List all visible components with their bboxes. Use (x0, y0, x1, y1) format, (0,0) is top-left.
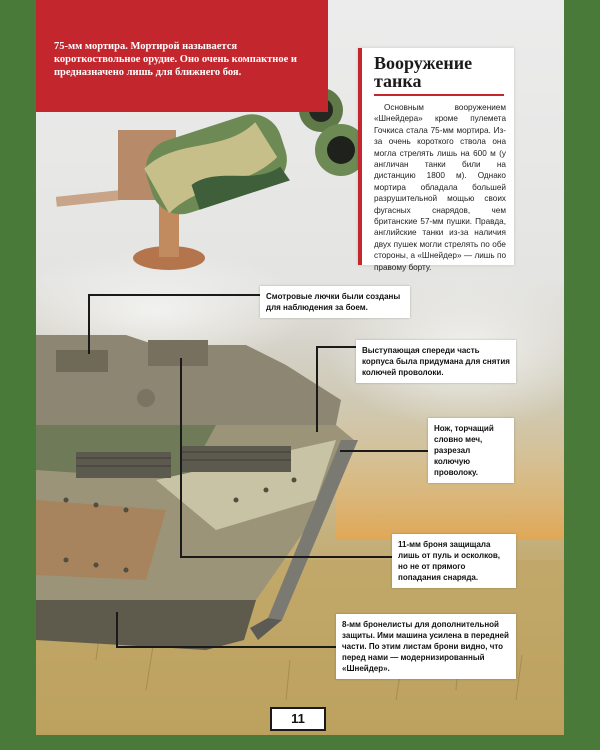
leader-hatches-h (88, 294, 260, 296)
frame-right-bar (564, 0, 600, 750)
leader-armor-h (180, 556, 392, 558)
leader-sheets-h (116, 646, 336, 648)
article-panel (358, 48, 514, 272)
callout-nose: Выступающая спереди часть корпуса была придумана для снятия колючей проволоки. (356, 340, 516, 383)
leader-armor-v (180, 358, 182, 556)
article-body: Основным вооружением «Шнейдера» кроме пулемета Гочкиса стала 75-мм мортира. Из-за очень короткого ствола она могла стрелять лишь на 600 м (у англичан танки били на дистанцию 1800 м). Однако мортира обладала большей разрушительной мощью своих фугасных снарядов, чем британские 57-мм пушки. Правда, английские танки из-за наличия двух пушек могли стрелять по обе стороны, а «Шнейдер» — лишь по правому борту. (374, 103, 506, 272)
leader-hatches-v (88, 294, 90, 354)
leader-knife-h (340, 450, 428, 452)
callout-armor: 11-мм броня защищала лишь от пуль и осколков, но не от прямого попадания снаряда. (392, 534, 516, 588)
article-title-line2: танка (374, 71, 422, 91)
article-title-line1: Вооружение (374, 53, 473, 73)
article-title (374, 54, 514, 90)
callout-knife: Нож, торчащий словно меч, разрезал колючую проволоку. (428, 418, 514, 483)
leader-sheets-v (116, 612, 118, 648)
leader-nose-v (316, 346, 318, 432)
callout-hatches: Смотровые лючки были созданы для наблюдения за боем. (260, 286, 410, 318)
frame-left-bar (0, 0, 36, 750)
leader-nose-h (316, 346, 356, 348)
frame-bottom-bar (0, 735, 600, 750)
callout-sheets: 8-мм бронелисты для дополнительной защиты. Ими машина усилена в передней части. По этим листам брони видно, что перед нами — модернизированный «Шнейдер». (336, 614, 516, 679)
mortar-caption: 75-мм мортира. Мортирой называется короткоствольное орудие. Оно очень компактное и предназначено лишь для ближнего боя. (54, 41, 297, 78)
title-underline (374, 94, 504, 96)
page-number: 11 (270, 707, 326, 731)
